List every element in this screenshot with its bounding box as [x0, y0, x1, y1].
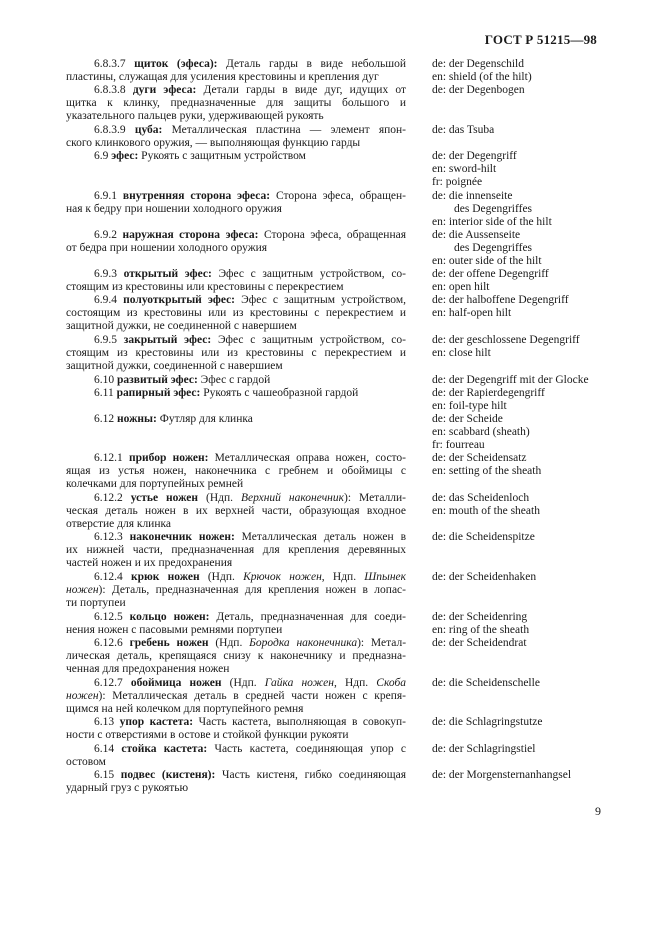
- definition-line: пластины, служащая для усиления крестовины и крепления дуг: [66, 71, 379, 84]
- deprecated-term: Бородка наконечника: [249, 637, 358, 649]
- foreign-equivalent: fr: fourreau: [432, 439, 485, 452]
- term-name: внутренняя сторона эфеса:: [122, 190, 271, 202]
- foreign-equivalents: [432, 452, 632, 478]
- term-name: открытый эфес:: [123, 268, 212, 280]
- term-name: устье ножен: [130, 492, 199, 504]
- document-header: ГОСТ Р 51215—98: [484, 32, 597, 47]
- foreign-equivalent: de: das Scheidenloch: [432, 492, 530, 504]
- foreign-equivalents: [432, 769, 632, 782]
- term-name: стойка кастета:: [121, 743, 208, 755]
- definition-line: состоящим из крестовины или из крестовины с перекрестием и: [66, 307, 406, 320]
- foreign-equivalents: [432, 374, 632, 387]
- definition-line: 6.12.3 наконечник ножен: Металлическая деталь ножен в: [94, 531, 406, 543]
- foreign-equivalents: [432, 268, 632, 294]
- definition-line: ти портупеи: [66, 597, 126, 610]
- definition-line: остовом: [66, 756, 106, 769]
- term-name: обоймица ножен: [130, 677, 222, 689]
- foreign-equivalents: [432, 229, 632, 269]
- term-definition: [66, 268, 406, 294]
- definition-line: 6.9.1 внутренняя сторона эфеса: Сторона эфеса, обращен-: [94, 190, 406, 202]
- definition-line: 6.9.2 наружная сторона эфеса: Сторона эфеса, обращенная: [94, 229, 406, 241]
- definition-line: 6.12.2 устье ножен (Ндп. Верхний наконечник): Металли-: [94, 492, 406, 504]
- definition-line: стоящим из крестовины или крестовины с перекрестием: [66, 281, 344, 294]
- term-definition: [66, 387, 406, 400]
- definition-line: 6.12.5 кольцо ножен: Деталь, предназначенная для соеди-: [94, 611, 406, 623]
- definition-line: ченная для предохранения ножен: [66, 663, 230, 676]
- definition-line: защитной дужки, соединенной с навершием: [66, 360, 283, 373]
- definition-line: 6.12.1 прибор ножен: Металлическая оправа ножен, состо-: [94, 452, 406, 464]
- definition-line: щимся на ней колечком для портупейного ремня: [66, 703, 304, 716]
- definition-line: 6.9.4 полуоткрытый эфес: Эфес с защитным устройством,: [94, 294, 406, 306]
- definition-line: 6.12.6 гребень ножен (Ндп. Бородка наконечника): Метал-: [94, 637, 406, 649]
- foreign-equivalent: en: setting of the sheath: [432, 465, 542, 478]
- foreign-equivalents: [432, 492, 632, 518]
- foreign-equivalent: de: die Scheidenschelle: [432, 677, 540, 689]
- definition-line: 6.9.5 закрытый эфес: Эфес с защитным устройством, со-: [94, 334, 406, 346]
- foreign-equivalent: de: der Scheidenring: [432, 611, 528, 623]
- foreign-equivalents: [432, 413, 632, 453]
- foreign-equivalent: en: outer side of the hilt: [432, 255, 542, 268]
- deprecated-term: ножен: [66, 690, 99, 703]
- foreign-equivalents: [432, 611, 632, 637]
- foreign-equivalent: de: der halboffene Degengriff: [432, 294, 569, 306]
- definition-line: 6.8.3.7 щиток (эфеса): Деталь гарды в виде небольшой: [94, 58, 406, 70]
- definition-line: колечками для портупейных ремней: [66, 478, 244, 491]
- foreign-equivalents: [432, 124, 632, 137]
- deprecated-term: Скоба: [376, 677, 406, 689]
- foreign-equivalent: de: der Scheidensatz: [432, 452, 527, 464]
- foreign-equivalents: [432, 58, 632, 84]
- foreign-equivalents: [432, 294, 632, 320]
- foreign-equivalent: de: die Scheidenspitze: [432, 531, 535, 543]
- foreign-equivalents: [432, 84, 632, 97]
- term-name: прибор ножен:: [128, 452, 209, 464]
- definition-line: 6.8.3.9 цуба: Металлическая пластина — элемент япон-: [94, 124, 406, 136]
- definition-line: 6.10 развитый эфес: Эфес с гардой: [94, 374, 271, 386]
- term-definition: [66, 716, 406, 742]
- term-definition: [66, 611, 406, 637]
- definition-line: ножен): Деталь, предназначенная для крепления ножен в лопас-: [66, 584, 406, 597]
- definition-line: 6.9.3 открытый эфес: Эфес с защитным устройством, со-: [94, 268, 406, 280]
- definition-line: стоящим из крестовины или из крестовины с перекрестием и: [66, 347, 406, 360]
- term-definition: [66, 571, 406, 611]
- foreign-equivalent: de: der Scheide: [432, 413, 503, 425]
- definition-line: 6.9 эфес: Рукоять с защитным устройством: [94, 150, 306, 162]
- foreign-equivalent: de: der Schlagringstiel: [432, 743, 536, 755]
- definition-line: 6.11 рапирный эфес: Рукоять с чашеобразной гардой: [94, 387, 359, 399]
- definition-line: 6.8.3.8 дуги эфеса: Детали гарды в виде дуг, идущих от: [94, 84, 406, 96]
- term-name: ножны:: [117, 413, 157, 425]
- term-name: наружная сторона эфеса:: [122, 229, 259, 241]
- foreign-equivalent: de: der geschlossene Degengriff: [432, 334, 580, 346]
- definition-line: защитной дужки, не соединенной с навершием: [66, 320, 297, 333]
- foreign-equivalent: de: der offene Degengriff: [432, 268, 549, 280]
- foreign-equivalent: de: der Rapierdegengriff: [432, 387, 545, 399]
- definition-line: от бедра при ношении холодного оружия: [66, 242, 268, 255]
- deprecated-term: Верхний наконечник: [240, 492, 345, 504]
- foreign-equivalents: [432, 190, 632, 230]
- definition-line: 6.12.7 обоймица ножен (Ндп. Гайка ножен, Ндп. Скоба: [94, 677, 406, 689]
- foreign-equivalent: en: ring of the sheath: [432, 624, 530, 637]
- foreign-equivalent: des Degengriffes: [454, 242, 533, 255]
- foreign-equivalent: de: der Scheidendrat: [432, 637, 527, 649]
- foreign-equivalent: fr: poignée: [432, 176, 483, 189]
- foreign-equivalent: de: der Degengriff: [432, 150, 517, 162]
- foreign-equivalent: de: der Degengriff mit der Glocke: [432, 374, 589, 386]
- term-definition: [66, 637, 406, 677]
- term-definition: [66, 452, 406, 492]
- foreign-equivalent: en: interior side of the hilt: [432, 216, 552, 229]
- definition-line: отверстие для клинка: [66, 518, 172, 531]
- foreign-equivalent: en: shield (of the hilt): [432, 71, 532, 84]
- definition-line: ческая деталь ножен в их верхней части, образующая входное: [66, 505, 406, 518]
- definition-line: ности с отверстиями в остове и стойкой функции рукояти: [66, 729, 349, 742]
- definition-line: нения ножен с пасовыми ремнями портупеи: [66, 624, 283, 637]
- foreign-equivalents: [432, 677, 632, 690]
- foreign-equivalents: [432, 571, 632, 584]
- foreign-equivalent: en: foil-type hilt: [432, 400, 507, 413]
- term-definition: [66, 84, 406, 124]
- foreign-equivalent: en: sword-hilt: [432, 163, 497, 176]
- term-definition: [66, 229, 406, 255]
- definition-line: 6.14 стойка кастета: Часть кастета, соединяющая упор с: [94, 743, 406, 755]
- foreign-equivalent: en: scabbard (sheath): [432, 426, 530, 439]
- foreign-equivalents: [432, 637, 632, 650]
- term-name: щиток (эфеса):: [134, 58, 218, 70]
- definition-line: ящая из устья ножен, наконечника с гребнем и обоймицы с: [66, 465, 406, 478]
- foreign-equivalent: de: der Scheidenhaken: [432, 571, 537, 583]
- term-name: рапирный эфес:: [116, 387, 201, 399]
- foreign-equivalents: [432, 531, 632, 544]
- foreign-equivalents: [432, 334, 632, 360]
- term-definition: [66, 743, 406, 769]
- term-definition: [66, 58, 406, 84]
- foreign-equivalents: [432, 387, 632, 413]
- definition-line: 6.12.4 крюк ножен (Ндп. Крючок ножен, Ндп. Шпынек: [94, 571, 406, 583]
- definition-line: 6.12 ножны: Футляр для клинка: [94, 413, 253, 425]
- definition-line: щитка к клинку, предназначенные для защиты большого и: [66, 97, 406, 110]
- term-definition: [66, 124, 406, 150]
- foreign-equivalent: de: die Aussenseite: [432, 229, 521, 241]
- foreign-equivalent: en: half-open hilt: [432, 307, 512, 320]
- term-definition: [66, 294, 406, 334]
- foreign-equivalent: en: close hilt: [432, 347, 491, 360]
- definition-line: их нижней части, предназначенная для крепления деревянных: [66, 544, 406, 557]
- term-name: гребень ножен: [129, 637, 209, 649]
- term-name: дуги эфеса:: [132, 84, 197, 96]
- term-definition: [66, 677, 406, 717]
- definition-line: 6.13 упор кастета: Часть кастета, выполняющая в совокуп-: [94, 716, 406, 728]
- term-definition: [66, 413, 406, 426]
- term-definition: [66, 374, 406, 387]
- definition-line: ножен): Металлическая деталь в средней части ножен с крепя-: [66, 690, 406, 703]
- foreign-equivalents: [432, 743, 632, 756]
- deprecated-term: Шпынек: [364, 571, 406, 583]
- foreign-equivalent: de: die Schlagringstutze: [432, 716, 543, 728]
- term-name: эфес:: [111, 150, 139, 162]
- term-definition: [66, 190, 406, 216]
- foreign-equivalent: de: der Morgensternanhangsel: [432, 769, 572, 781]
- definition-line: указательного пальцев руки, удерживающей рукоять: [66, 110, 324, 123]
- foreign-equivalents: [432, 716, 632, 729]
- definition-line: 6.15 подвес (кистеня): Часть кистеня, гибко соединяющая: [94, 769, 406, 781]
- foreign-equivalent: des Degengriffes: [454, 203, 533, 216]
- deprecated-term: Гайка ножен: [264, 677, 334, 689]
- term-name: развитый эфес:: [117, 374, 198, 386]
- definition-line: лическая деталь, крепящаяся снизу к наконечнику и предназна-: [66, 650, 406, 663]
- term-name: цуба:: [134, 124, 163, 136]
- deprecated-term: ножен: [66, 584, 99, 597]
- foreign-equivalent: de: die innenseite: [432, 190, 513, 202]
- term-definition: [66, 531, 406, 571]
- definition-line: ского клинкового оружия, — выполняющая функцию гарды: [66, 137, 361, 150]
- definition-line: частей ножен и их предохранения: [66, 557, 233, 570]
- definition-line: ударный груз с рукоятью: [66, 782, 189, 795]
- definition-line: ная к бедру при ношении холодного оружия: [66, 203, 282, 216]
- term-name: наконечник ножен:: [129, 531, 235, 543]
- term-name: полуоткрытый эфес:: [123, 294, 236, 306]
- foreign-equivalent: en: mouth of the sheath: [432, 505, 540, 518]
- term-definition: [66, 769, 406, 795]
- deprecated-term: Крючок ножен: [243, 571, 322, 583]
- term-name: кольцо ножен:: [129, 611, 210, 623]
- term-definition: [66, 492, 406, 532]
- foreign-equivalents: [432, 150, 632, 190]
- foreign-equivalent: de: das Tsuba: [432, 124, 495, 136]
- page-number: 9: [595, 804, 601, 818]
- term-name: подвес (кистеня):: [120, 769, 216, 781]
- foreign-equivalent: de: der Degenbogen: [432, 84, 525, 96]
- term-name: упор кастета:: [119, 716, 194, 728]
- term-name: крюк ножен: [130, 571, 200, 583]
- foreign-equivalent: en: open hilt: [432, 281, 490, 294]
- term-definition: [66, 150, 406, 163]
- term-definition: [66, 334, 406, 374]
- term-name: закрытый эфес:: [123, 334, 212, 346]
- foreign-equivalent: de: der Degenschild: [432, 58, 524, 70]
